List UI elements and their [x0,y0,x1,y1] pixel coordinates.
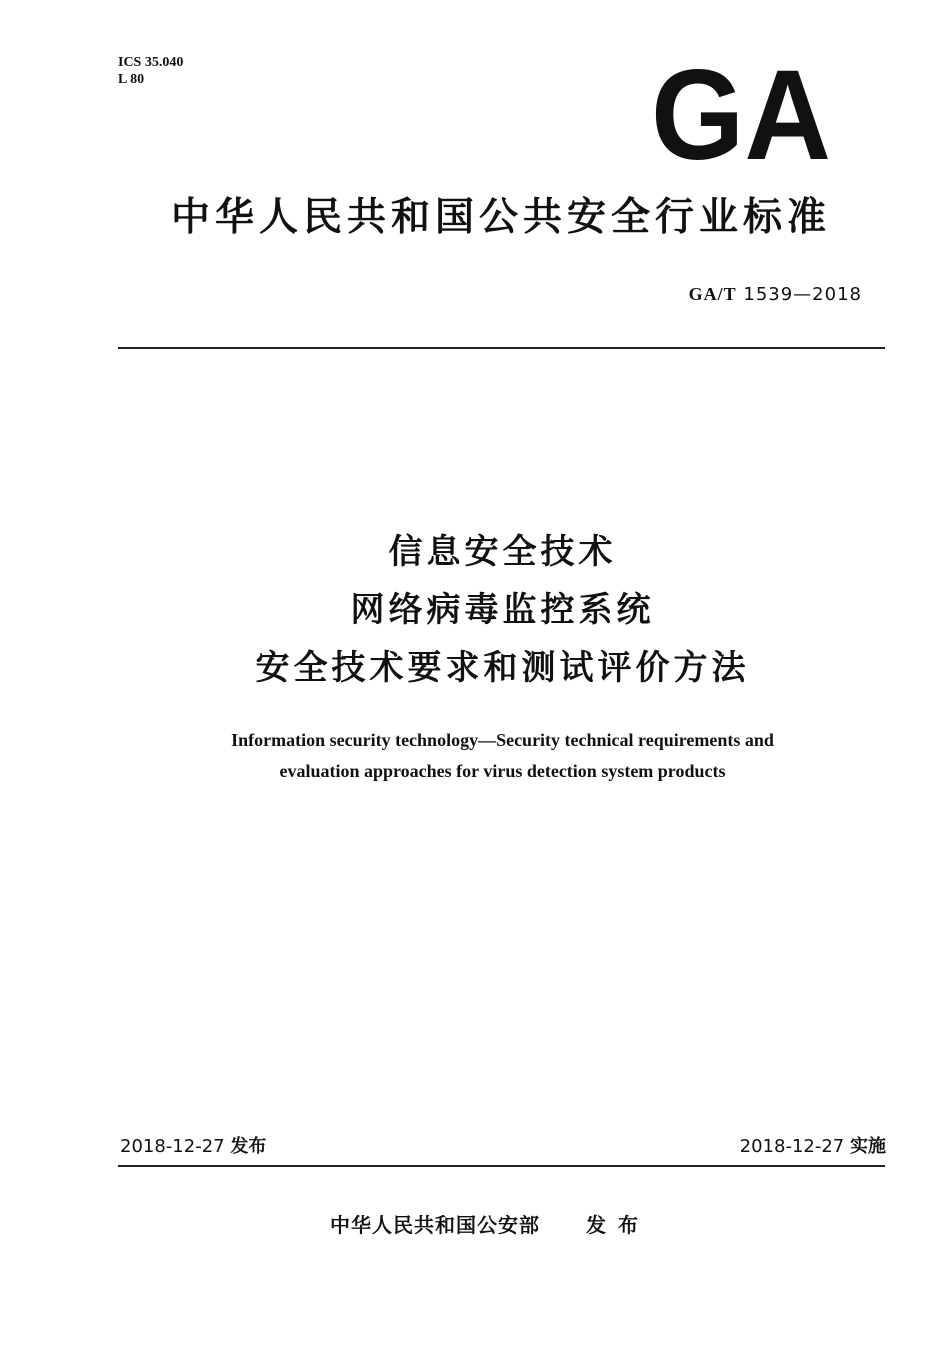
standard-number [689,283,862,306]
publisher-name: 中华人民共和国公安部 [330,1213,540,1237]
issue-date-value: 2018-12-27 [120,1136,225,1157]
top-divider [118,347,885,349]
ga-logo [650,66,832,162]
implement-date-label: 实施 [850,1136,886,1157]
ccs-code: L 80 [118,72,145,87]
implement-date [740,1136,886,1158]
implement-date-value: 2018-12-27 [739,1136,845,1157]
classification-codes [118,54,183,88]
standard-number-value: 1539—2018 [743,284,862,305]
bottom-divider [118,1165,885,1167]
cn-title-line-1: 信息安全技术 [388,532,617,572]
issue-date-label: 发布 [230,1136,267,1157]
publisher [330,1212,650,1238]
ics-code: ICS 35.040 [118,55,184,70]
publisher-action: 发布 [586,1213,650,1237]
en-title-line-1: Information security technology—Security technical requirements and [231,730,774,750]
standard-category-title: 中华人民共和国公共安全行业标准 [170,195,831,240]
en-title-line-2: evaluation approaches for virus detection system products [279,761,726,781]
standard-number-prefix: GA/T [688,284,737,304]
cn-title-line-2: 网络病毒监控系统 [350,590,655,630]
issue-date [120,1136,266,1158]
cn-title-line-3: 安全技术要求和测试评价方法 [255,648,750,688]
ga-logo-text: GA [651,66,831,162]
